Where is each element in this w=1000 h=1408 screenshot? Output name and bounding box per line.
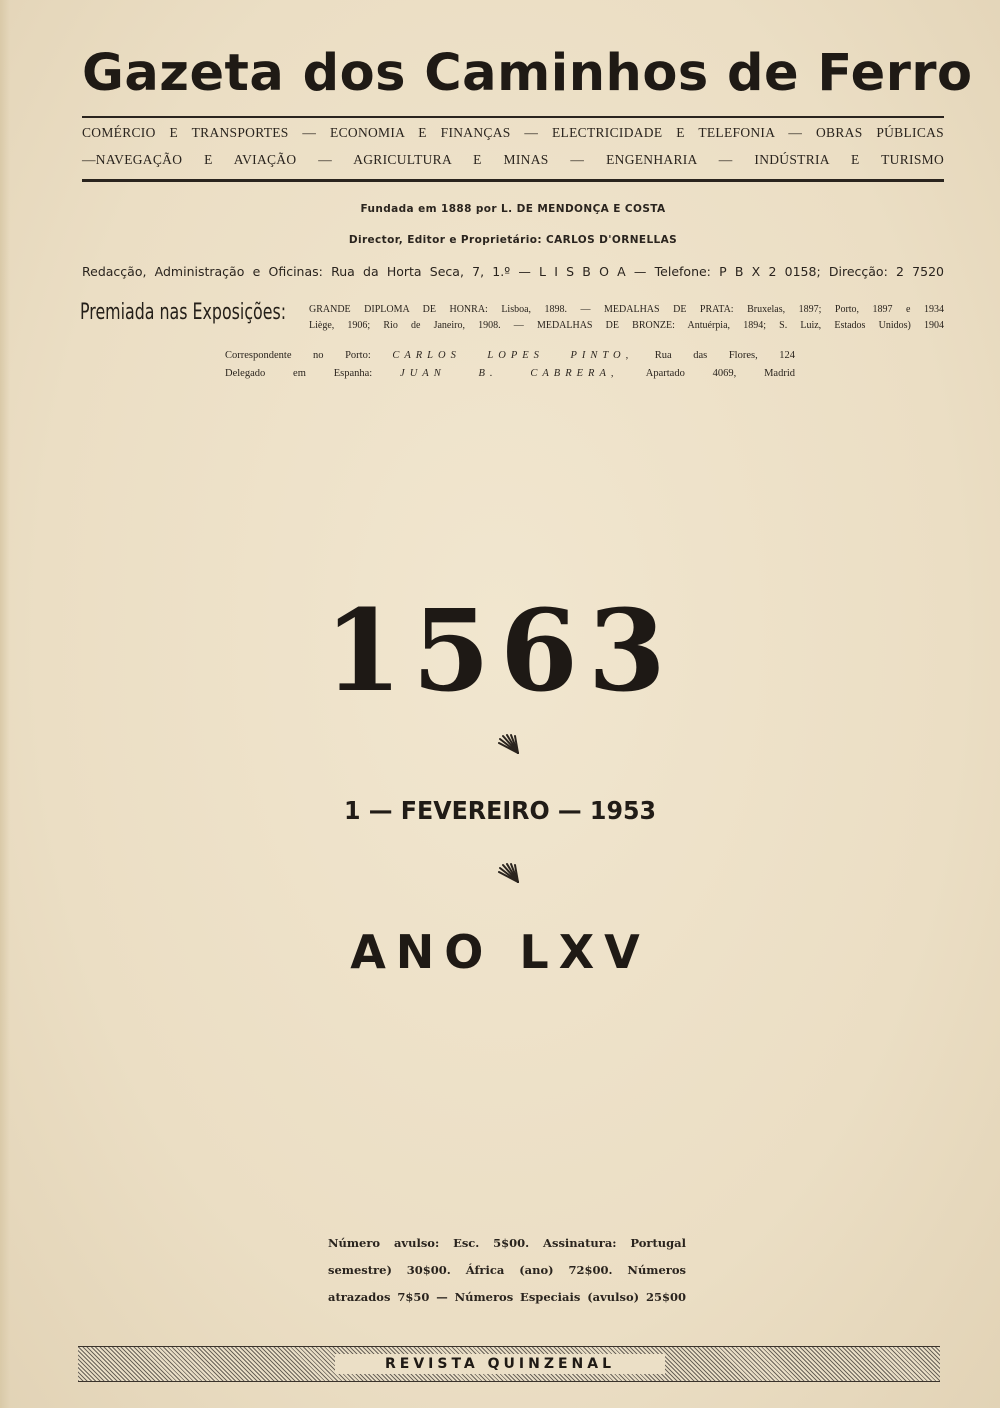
spain-label: Delegado em Espanha: [225, 368, 373, 379]
premiada-line-1: GRANDE DIPLOMA DE HONRA: Lisboa, 1898. — MEDALHAS DE PRATA: Bruxelas, 1897; Porto, 1897 e 1934 [309, 304, 944, 315]
director-line: Director, Editor e Proprietário: CARLOS D'ORNELLAS [348, 234, 678, 246]
subjects-line-1: COMÉRCIO E TRANSPORTES — ECONOMIA E FINANÇAS — ELECTRICIDADE E TELEFONIA — OBRAS PÚBLICAS [82, 125, 944, 140]
pricing-line-1: Número avulso: Esc. 5$00. Assinatura: Portugal [328, 1236, 686, 1250]
porto-label: Correspondente no Porto: [225, 350, 371, 361]
correspondent-porto [225, 350, 795, 361]
fan-ornament-icon [496, 733, 522, 757]
spain-name: JUAN B. CABRERA, [400, 368, 619, 379]
pricing-line-3: atrazados 7$50 — Números Especiais (avulso) 25$00 [328, 1290, 686, 1304]
pricing-line-2: semestre) 30$00. África (ano) 72$00. Números [328, 1263, 686, 1277]
subjects-line-2: —NAVEGAÇÃO E AVIAÇÃO — AGRICULTURA E MINAS — ENGENHARIA — INDÚSTRIA E TURISMO [82, 152, 944, 167]
founded-line: Fundada em 1888 por L. DE MENDONÇA E COSTA [360, 203, 666, 215]
porto-address: Rua das Flores, 124 [654, 350, 796, 361]
issue-date: 1 — FEVEREIRO — 1953 [343, 796, 657, 825]
address-line: Redacção, Administração e Oficinas: Rua da Horta Seca, 7, 1.º — L I S B O A — Telefone: P B X 2 0158; Direcção: 2 7520 [82, 264, 944, 279]
premiada-label: Premiada nas Exposições: [80, 300, 287, 325]
premiada-line-2: Liège, 1906; Rio de Janeiro, 1908. — MEDALHAS DE BRONZE: Antuérpia, 1894; S. Luiz, Estados Unidos) 1904 [309, 320, 944, 331]
issue-number: 1563 [324, 586, 676, 717]
footer-label: REVISTA QUINZENAL [335, 1354, 665, 1374]
issue-year: ANO LXV [350, 925, 650, 979]
porto-name: CARLOS LOPES PINTO, [392, 350, 634, 361]
masthead-title: Gazeta dos Caminhos de Ferro [82, 44, 973, 103]
spain-address: Apartado 4069, Madrid [645, 368, 796, 379]
fan-ornament-icon [496, 862, 522, 886]
masthead-rule-top [82, 116, 944, 118]
masthead-rule-bottom [82, 179, 944, 182]
delegate-spain [225, 368, 795, 379]
